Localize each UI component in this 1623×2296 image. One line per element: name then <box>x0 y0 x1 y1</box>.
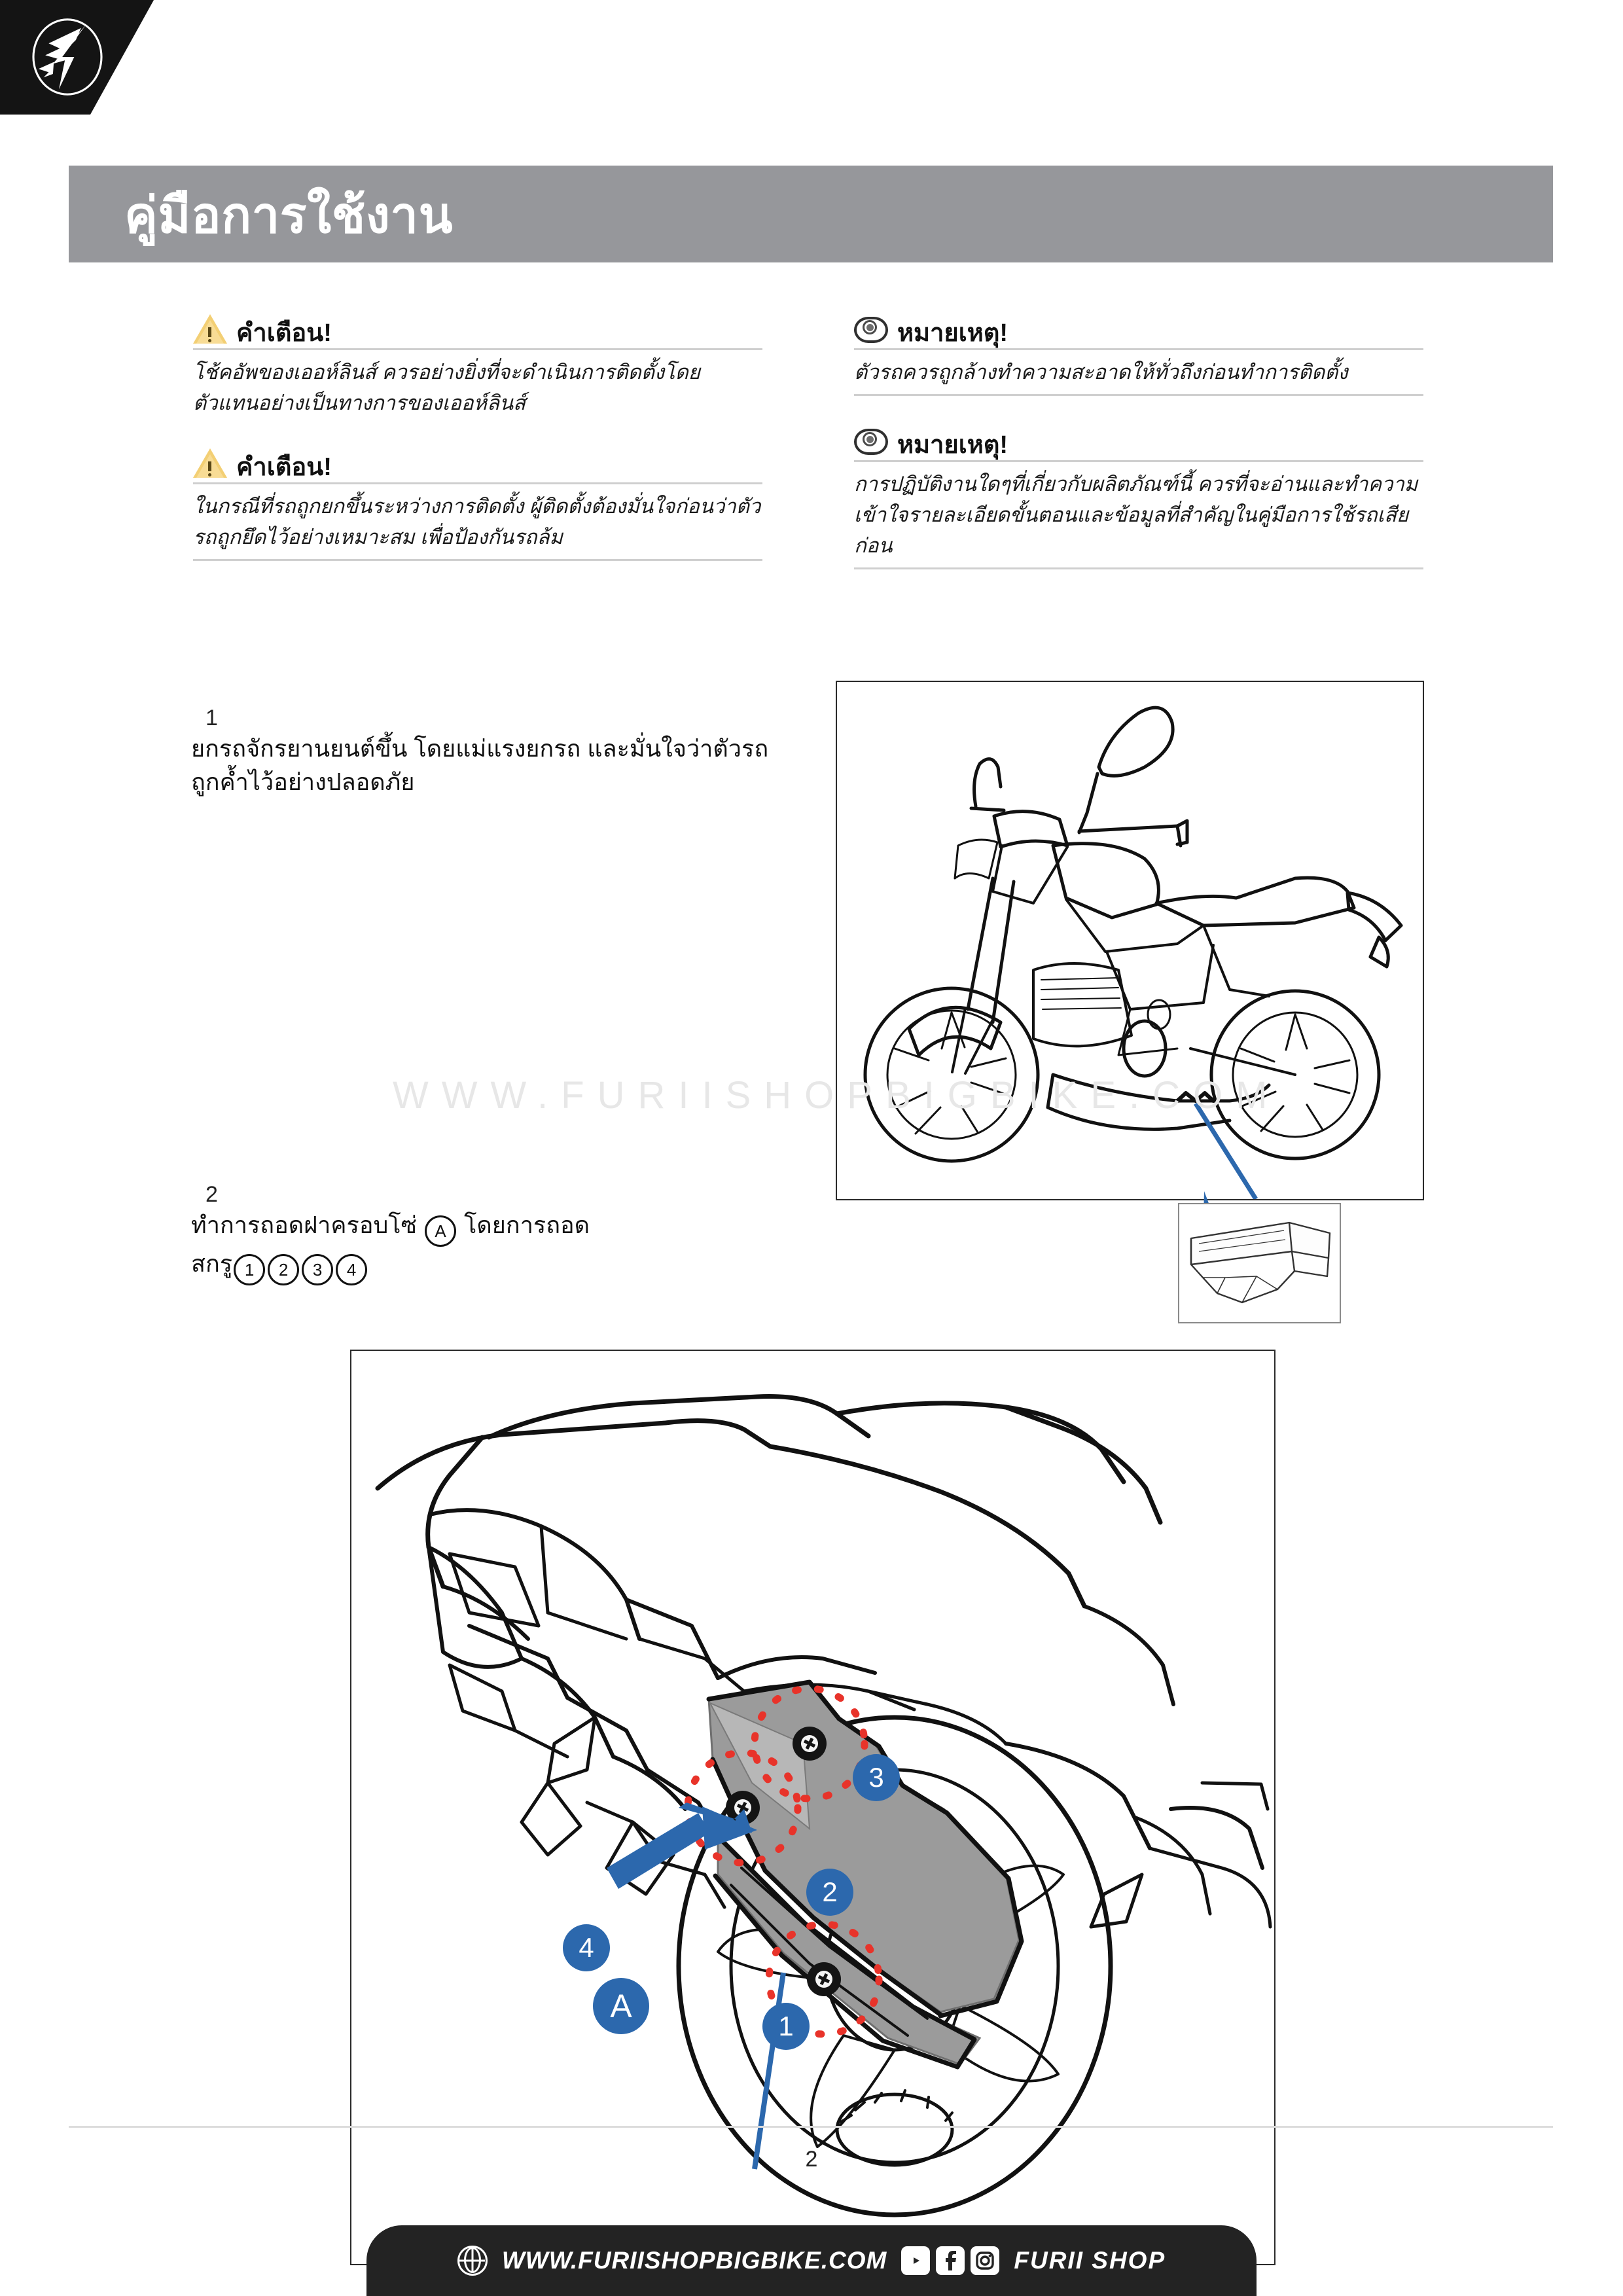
notes-column <box>854 314 1423 600</box>
note-block-1 <box>854 314 1423 396</box>
screw-label-2: 2 <box>268 1254 299 1285</box>
divider <box>854 460 1423 462</box>
warning-title: คำเตือน! <box>236 319 332 347</box>
eye-note-icon <box>854 314 888 344</box>
furii-f-logo-icon <box>25 14 110 99</box>
warning-triangle-icon <box>193 314 227 344</box>
instagram-icon[interactable] <box>971 2246 999 2275</box>
step2-text-mid: โดยการถอด <box>464 1211 590 1238</box>
step2-text-after: สกรู <box>191 1250 233 1277</box>
motorcycle-side-view-diagram <box>836 681 1424 1200</box>
warning-block-2 <box>193 448 762 561</box>
warning-title: คำเตือน! <box>236 454 332 482</box>
brand-logo-tab <box>0 0 154 115</box>
page-title: คู่มือการใช้งาน <box>124 187 454 243</box>
motorcycle-lineart <box>837 682 1423 1199</box>
chain-guard-part-lineart <box>1179 1204 1340 1322</box>
notices-section <box>193 314 1423 600</box>
note-title: หมายเหตุ! <box>897 319 1008 347</box>
callout-a: A <box>593 1978 649 2034</box>
warning-body: โช้คอัพของเออห์ลินส์ ควรอย่างยิ่งที่จะดำเนินการติดตั้งโดยตัวแทนอย่างเป็นทางการของเออห์ลินส์ <box>193 361 700 415</box>
divider <box>193 559 762 561</box>
callout-3: 3 <box>853 1754 900 1801</box>
warning-body: ในกรณีที่รถถูกยกขึ้นระหว่างการติดตั้ง ผู้ติดตั้งต้องมั่นใจก่อนว่าตัวรถถูกยึดไว้อย่างเหมาะสม เพื่อป้องกันรถล้ม <box>193 495 761 549</box>
rear-swingarm-chain-guard-diagram <box>350 1350 1275 2265</box>
callout-4: 4 <box>563 1924 610 1971</box>
note-title: หมายเหตุ! <box>897 431 1008 459</box>
footer-divider <box>69 2126 1553 2128</box>
screw-label-1: 1 <box>234 1254 265 1285</box>
warning-block-1 <box>193 314 762 418</box>
warning-triangle-icon <box>193 448 227 478</box>
step2-text-before: ทำการถอดฝาครอบโซ่ <box>191 1211 418 1238</box>
step-2 <box>191 1183 728 1285</box>
step-number: 1 <box>205 706 218 730</box>
part-label-a: A <box>425 1215 456 1247</box>
warnings-column <box>193 314 762 591</box>
watermark-url: WWW.FURIISHOPBIGBIKE.COM <box>393 1074 1281 1117</box>
divider <box>854 567 1423 569</box>
eye-note-icon <box>854 426 888 456</box>
step-number: 2 <box>205 1182 218 1207</box>
facebook-icon[interactable] <box>936 2246 965 2275</box>
leader-line-a <box>755 1973 783 2169</box>
globe-icon <box>457 2246 488 2276</box>
footer-bar <box>366 2225 1257 2296</box>
step-text <box>191 1208 728 1285</box>
divider <box>193 348 762 350</box>
note-block-2 <box>854 426 1423 569</box>
social-icons <box>901 2246 999 2275</box>
youtube-icon[interactable] <box>901 2246 930 2275</box>
step-text: ยกรถจักรยานยนต์ขึ้น โดยแม่แรงยกรถ และมั่นใจว่าตัวรถถูกค้ำไว้อย่างปลอดภัย <box>191 735 769 796</box>
footer-url[interactable]: WWW.FURIISHOPBIGBIKE.COM <box>501 2247 887 2274</box>
page-number: 2 <box>805 2147 818 2172</box>
footer-shop-name: FURII SHOP <box>1014 2247 1166 2274</box>
callout-2: 2 <box>806 1869 853 1916</box>
note-body: การปฏิบัติงานใดๆที่เกี่ยวกับผลิตภัณฑ์นี้ ควรที่จะอ่านและทำความเข้าใจรายละเอียดขั้นตอนและข้อมูลที่สำคัญในคู่มือการใช้รถเสียก่อน <box>854 473 1418 558</box>
screw-label-4: 4 <box>336 1254 367 1285</box>
step-1 <box>191 707 780 798</box>
note-body: ตัวรถควรถูกล้างทำความสะอาดให้ทั่วถึงก่อนทำการติดตั้ง <box>854 361 1348 384</box>
callout-1: 1 <box>762 2003 810 2050</box>
chain-guard-detail-inset <box>1178 1203 1341 1323</box>
divider <box>854 348 1423 350</box>
divider <box>193 482 762 484</box>
divider <box>854 394 1423 396</box>
screw-label-3: 3 <box>302 1254 333 1285</box>
